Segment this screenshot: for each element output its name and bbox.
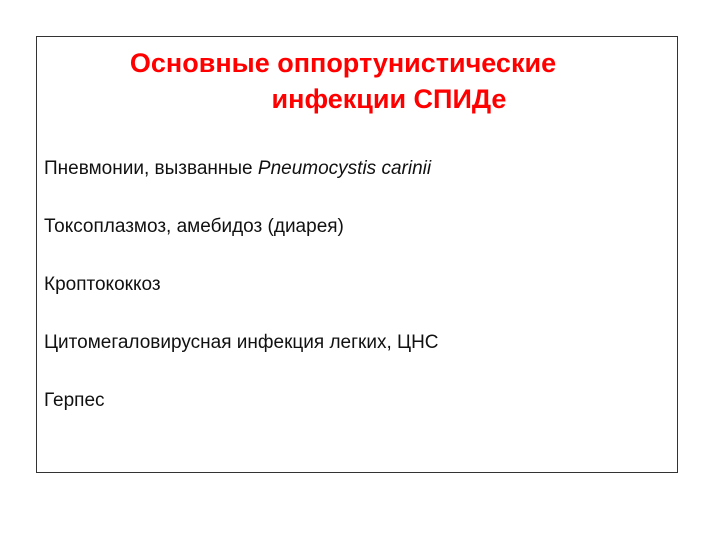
list-item — [44, 331, 439, 389]
list-item-text: Токсоплазмоз, амебидоз (диарея) — [44, 216, 344, 237]
list-item — [44, 273, 439, 331]
slide-frame — [36, 36, 678, 473]
list-item — [44, 157, 439, 215]
list-item-text: Цитомегаловирусная инфекция легких, ЦНС — [44, 332, 439, 353]
list-item — [44, 215, 439, 273]
list-item-text: Герпес — [44, 390, 105, 411]
list-item — [44, 389, 439, 447]
slide-title-line-2: инфекции СПИДе — [271, 84, 507, 114]
list-item-text: Кроптококкоз — [44, 274, 161, 295]
slide-title — [37, 45, 677, 117]
infection-list — [44, 157, 439, 447]
list-item-italic-text: Pneumocystis carinii — [257, 158, 432, 179]
list-item-text: Пневмонии, вызванные — [44, 158, 258, 179]
slide-title-line-1: Основные оппортунистические — [129, 48, 557, 78]
